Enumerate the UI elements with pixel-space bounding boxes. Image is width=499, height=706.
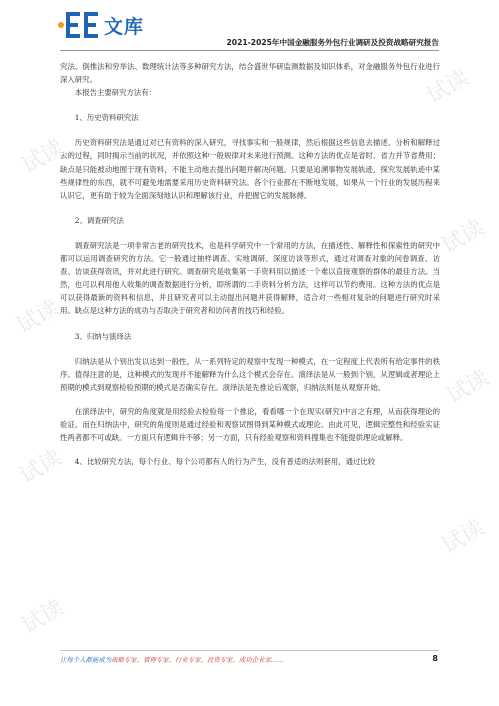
paragraph-induction: 归纳法是从个别出发以达到一般性，从一系列特定的观察中发现一种模式，在一定程度上代表所有给定事件的秩序。值得注意的是，这种模式的发现并不能解释为什么这个模式会存在。演绎法是从一般到个别，从逻辑或者理论上预期的模式到观察检验预期的模式是否确实存在。演绎法是先推论后观察，归纳法则是从观察开始。	[60, 356, 440, 392]
logo-mark-icon	[66, 12, 100, 38]
slogan-roles: 战略专家、管理专家、行业专家、投资专家、成功企业家	[111, 656, 271, 664]
watermark: 试读	[442, 365, 494, 410]
page-header	[0, 0, 499, 52]
slogan-prefix: 让每个人都能成为	[60, 656, 112, 664]
paragraph-intro: 究法、倒推法和穷举法、数理统计法等多种研究方法，结合盛世华研监测数据及知识体系，对金融服务外包行业进行深入研究。	[60, 62, 440, 85]
heading-comparison-method: 4、比较研究方法，每个行业、每个公司都有人的行为产生，没有普适的法则套用，通过比较	[74, 457, 376, 467]
watermark: 试读	[15, 445, 67, 490]
watermark: 试读	[437, 215, 489, 260]
paragraph-history-method: 历史资料研究法是通过对已有资料的深入研究，寻找事实和一般规律，然后根据这些信息去描述、分析和解释过去的过程，同时揭示当前的状况，并依照这种一般规律对未来进行预测。这种方法的优点是省时、省力并节省费用；缺点是只能被动地囿于现有资料，不能主动地去提出问题并解决问题。只要是追溯事物发展轨迹，探究发展轨迹中某些规律性的东西，就不可避免地需要采用历史资料研究法。各个行业都在不断地发展，如果从一个行业的发展历程来认识它，更有助于较为全面深刻地认识和理解该行业，并把握它的发展脉搏。	[60, 138, 440, 200]
watermark: 试读	[17, 595, 69, 640]
paragraph-deduction: 在演绎法中，研究的角度就是用经验去检验每一个推论，看看哪一个在现实(研究)中言之有理，从而获得理论的验证。而在归纳法中，研究的角度则是通过经验和观察试图得到某种模式或理论。由此可见，逻辑完整性和经验实证性两者都不可或缺。一方面只有逻辑并不够；另一方面，只有经验观察和资料搜集也不能提供理论或解释。	[60, 406, 440, 443]
document-title: 2021-2025年中国金融服务外包行业调研及投资战略研究报告	[226, 38, 439, 47]
footer-divider	[60, 650, 439, 651]
watermark: 试读	[422, 65, 474, 110]
page-body	[60, 60, 440, 468]
footer-slogan	[60, 655, 284, 664]
paragraph-methods-lead: 本报告主要研究方法有：	[74, 88, 157, 98]
heading-induction-deduction: 3、归纳与演绎法	[74, 331, 132, 341]
paragraph-survey-method: 调查研究法是一项非常古老的研究技术，也是科学研究中一个常用的方法，在描述性、解释性和探索性的研究中都可以运用调查研究的方法。它一般通过抽样调查、实地调研、深度访谈等形式，通过对调查对象的问卷调查、访查、访谈获得资讯，并对此进行研究。调查研究是收集第一手资料用以描述一个难以直接观察的群体的最佳方法。当然，也可以利用他人收集的调查数据进行分析，即所谓的二手资料分析方法，这样可以节约费用。这种方法的优点是可以获得最新的资料和信息，并且研究者可以主动提出问题并获得解释，适合对一些相对复杂的问题进行研究时采用。缺点是这种方法的成功与否取决于研究者和访问者的技巧和经验。	[60, 240, 440, 316]
logo	[66, 8, 144, 42]
logo-text: 文库	[104, 15, 145, 38]
heading-history-method: 1、历史资料研究法	[74, 113, 139, 123]
heading-survey-method: 2、调查研究法	[74, 215, 124, 225]
slogan-suffix: ……	[270, 656, 284, 664]
watermark: 试读	[437, 515, 489, 560]
watermark: 试读	[12, 295, 64, 340]
page-number: 8	[432, 654, 438, 663]
header-divider	[60, 50, 439, 51]
page-footer	[60, 654, 440, 668]
watermark: 试读	[17, 135, 69, 180]
